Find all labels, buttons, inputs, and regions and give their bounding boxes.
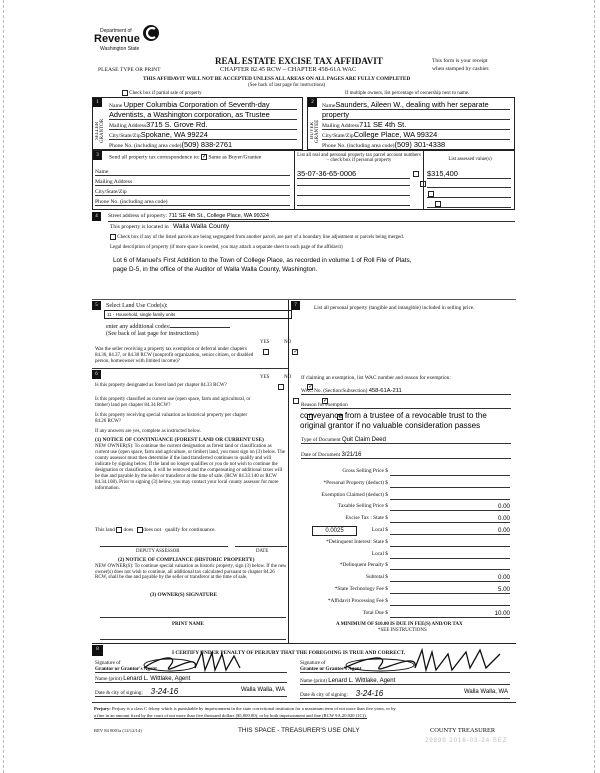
tax-row-value[interactable]: 0.00 [390,574,510,582]
print-name-label: PRINT NAME [172,622,204,627]
reason-field-2[interactable]: original grantor if no valuable consideration passes [300,421,481,430]
tax-row-value[interactable]: 10.00 [390,610,510,618]
grantee-signature-icon[interactable] [340,646,510,676]
deputy-assessor-label: DEPUTY ASSESSOR [136,549,180,554]
logo-text: Washington State [100,46,140,52]
legal-description[interactable]: Lot 6 of Manuel's First Addition to the Town of College Place, as recorded in volume 1 of Roll File of Plats, [113,257,412,264]
section-number: 5 [92,301,101,310]
corr-city-field[interactable]: City/State/Zip [95,189,290,196]
tax-row-label: Subtotal $ [365,574,388,581]
yes-header: YES [260,340,270,345]
section-number: 1 [93,98,102,107]
tax-row-value[interactable] [390,539,510,547]
grantor-signature-icon[interactable] [140,648,250,676]
section-number: 6 [92,370,101,379]
additional-codes-field[interactable] [170,322,230,328]
see-instructions: *SEE INSTRUCTIONS [378,628,427,633]
phone-label: Phone No. (including area code) [322,143,395,149]
segregated-checkbox[interactable] [110,234,116,240]
multiple-owners-note: If multiple owners, list percentage of ownership next to name. [345,91,470,96]
grantee-sig-label: Signature of [300,660,326,666]
grantor-city-field[interactable]: Walla Walla, WA [240,687,285,693]
tax-row-label: Exemption Claimed (deduct) $ [321,491,388,498]
chapter: CHAPTER 82.45 RCW – CHAPTER 458-61A WAC [220,66,357,73]
current-use-question: Is this property classified as current use (open space, farm and agricultural, or timber) land per chapter 84.34 RCW? [95,397,251,408]
tax-row [300,551,512,560]
historic-question: Is this property receiving special valuation as historical property per chapter 84.26 RCW? [95,413,248,424]
grantor-name-field[interactable]: Lenard L. Wittlake, Agent [123,676,191,682]
buyer-label: BUYER GRANTEE [310,119,320,143]
form-title: REAL ESTATE EXCISE TAX AFFIDAVIT [215,56,383,66]
seller-name-field[interactable]: Upper Columbia Corporation of Seventh-day [123,100,270,109]
tax-row-label: *Delinquent Interest: State $ [326,538,388,545]
tax-row-label: *Personal Property (deduct) $ [323,479,388,486]
land-use-label: Select Land Use Code(s): [106,303,168,309]
qualify-label: qualify for continuance. [165,527,216,534]
does-not-label: does not [143,527,162,534]
reason-label: Reason for exemption [301,402,511,409]
section-number: 4 [92,212,101,221]
tax-row-label: *State Technology Fee $ [334,586,388,592]
tax-row [300,574,512,583]
grantor-sig-label: Signature of [95,660,121,666]
see-back: (See back of last page for instructions) [106,331,199,337]
assessed-header: List assessed value(s) [448,157,492,162]
seller-label: SELLER GRANTOR [95,118,105,144]
exemption-question: Was the seller receiving a property tax exemption or deferral under chapters 84.36, 84.37, or 84.38 RCW (nonprofit organization, senior citizen, or disabled person, homeowner with limited income)? [95,347,254,364]
tax-row [300,468,512,477]
legal-description-2[interactable]: page D-5, in the office of the Auditor of Walla Walla County, Washington. [113,266,318,273]
tax-row-label: Total Due $ [362,609,388,616]
please-type: PLEASE TYPE OR PRINT [98,67,161,73]
date-city-label: Date & city of signing: [300,692,348,698]
forest-question: Is this property designated as forest land per chapter 84.33 RCW? [95,383,227,388]
section-number: 3 [93,151,102,160]
buyer-section [307,97,515,150]
parcel-header: List all real and personal property tax parcel account numbers – check box if personal property [297,153,421,163]
section-number: 7 [291,301,300,310]
seller-phone-field[interactable]: (509) 838-2761 [181,140,233,149]
exempt-yes-checkbox[interactable] [263,349,269,355]
buyer-city-field[interactable]: College Place, WA 99324 [353,130,438,139]
tax-row-label: Taxable Selling Price $ [337,503,388,510]
exemption-label: If claiming an exemption, list WAC number and reason for exemption: [301,375,451,381]
grantor-date-field[interactable]: 3-24-16 [150,687,179,696]
perjury-text: Perjury is a class C felony which is punishable by imprisonment in the state correctional institution for a maximum term of not more than five years, or by [112,706,396,711]
seller-address-field[interactable]: 3715 S. Grove Rd. [146,120,208,129]
tax-row-label: *Affidavit Processing Fee $ [327,597,388,604]
doc-date-field[interactable]: 3/21/16 [341,452,362,458]
treasurer-stamp: 29899 2016-03-24 SEZ [425,738,508,744]
tax-row-value[interactable] [390,598,510,606]
addr-label: Mailing Address [322,123,360,129]
does-label: does [123,527,134,534]
tax-row-value[interactable] [390,468,510,476]
section-number: 8 [92,645,103,656]
tax-row-label: *Delinquent Penalty $ [339,562,388,569]
assessed-value-field[interactable]: $315,400 [427,169,511,179]
receipt-note: when stamped by cashier. [432,66,490,72]
additional-label: enter any additional codes: [106,324,171,330]
no-header: NO [284,375,292,380]
compliance-title: (2) NOTICE OF COMPLIANCE (HISTORIC PROPERTY) [118,557,255,563]
legal-label: Legal description of property (if more space is needed, you may attach a separate sheet to each page of the affidavit) [110,245,343,250]
street-address-field[interactable]: 711 SE 4th St., College Place, WA 99324 [168,213,269,219]
owner-signature-title: (3) OWNER(S) SIGNATURE [150,592,217,598]
tax-row-value[interactable] [390,562,510,570]
tax-row [300,503,512,512]
grantor-sig-label-2: Grantor or Grantor's Agent [95,666,287,673]
parcel-field[interactable]: 35-07-36-65-0006 [297,169,410,179]
exempt-no-checkbox[interactable] [292,349,298,355]
tax-row-label: Gross Selling Price $ [342,468,388,474]
city-label: City/State/Zip [109,133,141,139]
doc-type-label: Type of Document [301,437,341,443]
tax-row-value[interactable]: 5.00 [390,586,510,594]
treasurer-space: THIS SPACE - TREASURER'S USE ONLY [238,727,360,734]
doc-date-label: Date of Document [301,452,341,458]
buyer-name-field-2[interactable]: property [322,110,510,120]
logo-text: Revenue [94,33,140,45]
warning: THIS AFFIDAVIT WILL NOT BE ACCEPTED UNLESS ALL AREAS ON ALL PAGES ARE FULLY COMPLETED [143,76,411,82]
if-yes-note: If any answers are yes, complete as instructed below. [95,429,202,434]
tax-row [300,539,512,548]
tax-row [300,515,512,524]
buyer-address-field[interactable]: 711 SE 4th St. [359,120,407,129]
tax-row-value[interactable] [390,492,510,500]
tax-row [300,562,512,571]
located-label: This property is located in [110,224,169,230]
county-field[interactable]: Walla Walla County [172,223,230,230]
no-header: NO [284,340,292,345]
name-label: Name [322,103,336,109]
city-label: City/State/Zip [322,133,354,139]
segregated-label: Check box if any of the listed parcels are being segregated from another parcel, are part of a boundary line adjustment or parcels being merged. [117,235,404,241]
tax-row [300,480,512,489]
corr-name-field[interactable]: Name [95,169,290,176]
doc-type-field[interactable]: Quit Claim Deed [341,437,386,443]
street-label: Street address of property: [108,213,168,219]
addr-label: Mailing Address [109,123,147,129]
date-label: DATE [256,549,269,554]
section-number: 2 [308,98,317,107]
phone-label: Phone No. (including area code) [109,143,182,149]
personal-property-label: List all personal property (tangible and intangible) included in selling price. [314,305,475,311]
continuance-text: NEW OWNER(S): To continue the current designation as forest land or classification as current use (open space, farm and agriculture, or timber) land, you must sign on (3) below. The county assessor must then determine if the land transferred continues to qualify and will indicate by signing below. If the land no longer qualifies or you do not wish to continue the designation or classification, it will be removed and the compensating or additional taxes will be due and payable by the seller or transferor at the time of sale. (RCW 84.33.140 or RCW 84.34.108). Prior to signing (3) below, you may contact your local county assessor for more information. [95,444,286,491]
tax-row-label: Excise Tax : State $ [345,515,388,522]
logo-text: Department of [100,28,132,34]
does-not-checkbox[interactable] [137,527,143,533]
buyer-name-field[interactable]: Saunders, Aileen W., dealing with her separate [335,100,489,109]
tax-row-value[interactable] [390,551,510,559]
local-rate-field[interactable]: 0.0025 [312,526,357,536]
date-city-label: Date & city of signing: [95,690,143,696]
tax-row-value[interactable]: 0.00 [390,527,510,535]
partial-sale-checkbox[interactable] [122,90,128,96]
partial-sale-label: Check box if partial sale of property [129,91,202,97]
logo [94,24,174,58]
does-checkbox[interactable] [116,527,122,533]
seller-name-field-2[interactable]: Adventists, a Washington corporation, as Trustee [109,110,297,120]
tax-row [300,586,512,595]
this-land-label: This land [95,527,115,534]
grantee-name-field[interactable]: Lenard L. Wittlake, Agent [328,678,396,684]
county-treasurer: COUNTY TREASURER [430,727,496,734]
tax-correspondence-section [92,150,515,210]
minimum-note: A MINIMUM OF $10.00 IS DUE IN FEE(S) AND/OR TAX [336,622,463,627]
land-use-select[interactable]: 11 - Household, single family units [104,310,292,319]
corr-phone-field[interactable]: Phone No. (including area code) [95,199,290,206]
revenue-logo-icon [142,24,160,42]
name-print-label: Name (print) [95,676,122,682]
name-print-label: Name (print) [300,678,327,684]
grantee-date-field[interactable]: 3-24-16 [355,689,384,698]
tax-row [300,492,512,501]
continuance-title: (1) NOTICE OF CONTINUANCE (FOREST LAND OR CURRENT USE) [95,437,264,443]
current-yes-checkbox[interactable] [293,398,299,404]
name-label: Name [109,103,123,109]
certify-statement: I CERTIFY UNDER PENALTY OF PERJURY THAT THE FOREGOING IS TRUE AND CORRECT. [172,650,406,656]
buyer-phone-field[interactable]: (509) 301-4338 [394,140,446,149]
send-label: Send all property tax correspondence to: [109,154,200,161]
form-revision: REV 84 0001a (12/12/14) [94,728,142,733]
wac-label: WAC No. (Section/Subsection) [301,388,368,394]
same-as-buyer-checkbox[interactable] [201,154,207,160]
tax-row [300,610,512,619]
seller-section [92,97,303,150]
compliance-text: NEW OWNER(S): To continue special valuation as historic property, sign (3) below. If the new owner(s) does not wish to continue, all additional tax calculated pursuant to chapter 84.26 RCW, shall be due and payable by the seller or transferor at the time of sale. [95,564,287,581]
reason-field[interactable]: conveyance from a trustee of a revocable trust to the [300,411,487,420]
partial-sale [122,90,202,96]
see-back: (See back of last page for instructions) [248,83,326,88]
grantee-city-field[interactable]: Walla Walla, WA [463,689,508,695]
personal-property-checkbox[interactable] [413,171,419,177]
perjury-text-2: a fine in an amount fixed by the court of not more than five thousand dollars ($5,000.00), or by both imprisonment and fine (RCW 9A.20.020 (1C)). [94,713,367,718]
tax-row [300,598,512,607]
seller-city-field[interactable]: Spokane, WA 99224 [140,130,208,139]
grantee-sig-label-2: Grantee or Grantee's Agent [300,666,510,673]
tax-row-value[interactable]: 0.00 [390,515,510,523]
perjury-bold: Perjury: [94,706,111,711]
tax-row-value[interactable] [390,480,510,488]
tax-row-value[interactable]: 0.00 [390,503,510,511]
wac-field[interactable]: 458-61A-211 [368,388,402,394]
tax-row-label: Local $ [371,550,388,557]
forest-yes-checkbox[interactable] [278,384,284,390]
corr-address-field[interactable]: Mailing Address [95,179,290,186]
yes-header: YES [260,375,270,380]
personal-property-checkbox[interactable] [420,181,426,187]
tax-row-label: Local $ [371,527,388,533]
same-as-label: Same as Buyer/Grantee [208,154,262,161]
receipt-note: This form is your receipt [432,58,488,64]
